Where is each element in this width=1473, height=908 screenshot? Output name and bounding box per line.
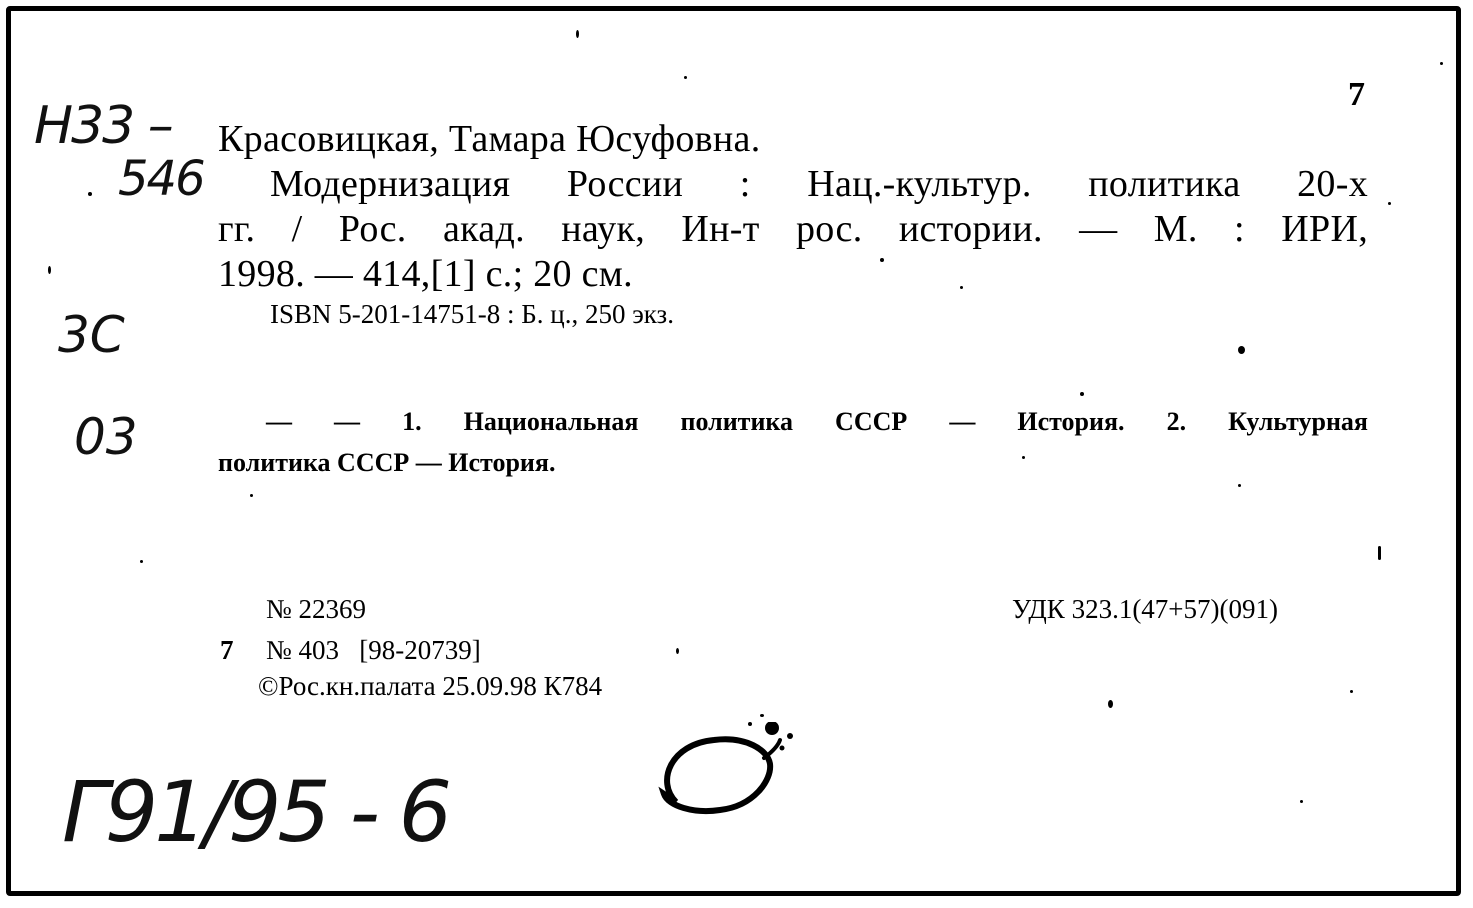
scan-speck [1080,392,1084,396]
handwritten-shelf-code-top: Н33 – [34,96,172,156]
scan-speck [1300,800,1303,803]
handwritten-shelf-code-bottom: 546 [118,151,204,207]
scan-speck [760,714,764,717]
title-line-1: Модернизация России : Нац.-культур. политика 20-х [270,163,1368,205]
title-line-3: 1998. — 414,[1] с.; 20 см. [218,253,633,295]
scan-speck [1238,346,1245,354]
book-chamber-imprint: ©Рос.кн.палата 25.09.98 К784 [258,671,603,701]
scan-speck [576,30,579,38]
scan-speck [960,286,963,289]
scan-speck [250,494,253,497]
scan-speck [1238,484,1241,487]
stamp-mark-icon [650,722,820,832]
title-line-2: гг. / Рос. акад. наук, Ин-т рос. истории. — М. : ИРИ, [218,208,1368,250]
scan-speck [1378,546,1381,560]
scan-speck [140,560,143,563]
isbn-line: ISBN 5-201-14751-8 : Б. ц., 250 экз. [270,299,674,329]
scan-speck [1440,62,1443,65]
subjects-line-2: политика СССР — История. [218,448,556,477]
scan-speck [1350,690,1353,693]
scan-speck [1022,456,1025,459]
scan-speck [676,648,679,654]
scan-speck [1388,202,1391,205]
author-heading: Красовицкая, Тамара Юсуфовна. [218,118,761,160]
udc-classification: УДК 323.1(47+57)(091) [1012,594,1279,624]
record-number: № 22369 [266,594,367,624]
scan-speck [880,258,884,262]
scan-speck [684,76,687,79]
handwritten-inventory-number: Г91/95 - 6 [62,763,449,861]
scan-speck [48,266,51,274]
copies-prefix: 7 [220,635,234,665]
scan-speck [88,192,92,196]
page-number: 7 [1348,76,1366,113]
registration-number: № 403 [98-20739] [266,635,481,665]
handwritten-mark-03: 03 [74,408,138,466]
subjects-line-1: — — 1. Национальная политика СССР — История. 2. Культурная [266,407,1368,436]
scan-speck [1108,700,1113,708]
handwritten-mark-3c: 3С [58,306,125,364]
